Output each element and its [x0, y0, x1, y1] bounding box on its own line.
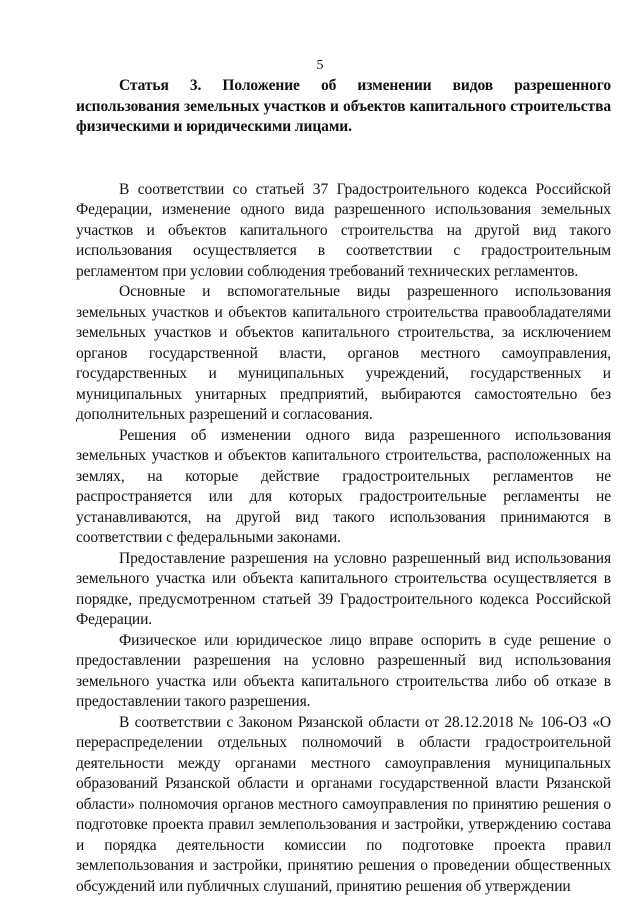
paragraph: Физическое или юридическое лицо вправе оспорить в суде решение о предоставлении разрешения на условно разрешенный вид использования земельного участка или объекта капитального строительства либо об отказе в предоставлении такого разрешения. — [76, 631, 611, 710]
article-content — [76, 76, 611, 897]
page-number: 5 — [316, 58, 324, 73]
paragraph: В соответствии со статьей 37 Градостроительного кодекса Российской Федерации, изменение одного вида разрешенного использования земельных участков и объектов капитального строительства на другой вид такого использования осуществляется в соответствии с градостроительным регламентом при условии соблюдения требований технических регламентов. — [76, 180, 611, 280]
paragraph: Предоставление разрешения на условно разрешенный вид использования земельного участка или объекта капитального строительства осуществляется в порядке, предусмотренном статьей 39 Градостроительного кодекса Российской Федерации. — [76, 549, 611, 628]
paragraph: Решения об изменении одного вида разрешенного использования земельных участков и объектов капитального строительства, расположенных на землях, на которые действие градостроительных регламентов не распространяется или для которых градостроительные регламенты не устанавливаются, на другой вид такого использования принимаются в соответствии с федеральными законами. — [76, 426, 611, 546]
article-heading: Статья 3. Положение об изменении видов разрешенного использования земельных участков и объектов капитального строительства физическими и юридическими лицами. — [76, 77, 611, 135]
paragraph: В соответствии с Законом Рязанской области от 28.12.2018 № 106-ОЗ «О перераспределении отдельных полномочий в области градостроительной деятельности между органами местного самоуправления муниципальных образований Рязанской области и органами государственной власти Рязанской области» полномочия органов местного самоуправления по принятию решения о подготовке проекта правил землепользования и застройки, утверждению состава и порядка деятельности комиссии по подготовке проекта правил землепользования и застройки, принятию решения о проведении общественных обсуждений или публичных слушаний, принятию решения об утверждении — [76, 713, 611, 895]
paragraph: Основные и вспомогательные виды разрешенного использования земельных участков и объектов капитального строительства правообладателями земельных участков и объектов капитального строительства, за исключением органов государственной власти, органов местного самоуправления, государственных и муниципальных учреждений, государственных и муниципальных унитарных предприятий, выбираются самостоятельно без дополнительных разрешений и согласования. — [76, 283, 611, 423]
